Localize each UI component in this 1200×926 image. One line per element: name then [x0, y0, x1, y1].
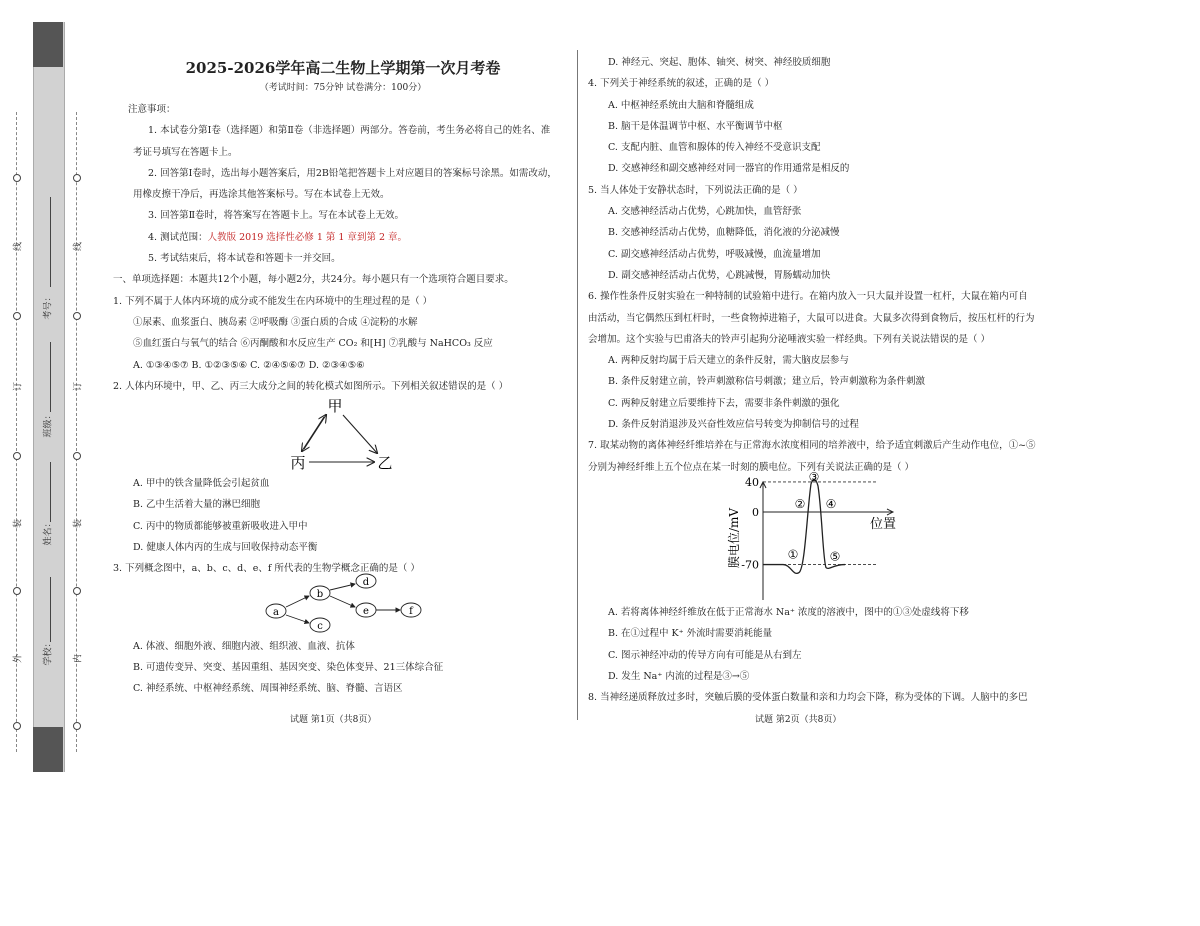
y-tick-label: 0 — [752, 505, 759, 519]
edge-a-b — [286, 596, 309, 607]
binding-hole — [73, 722, 81, 730]
edge-b-e — [330, 596, 355, 607]
node-bing: 丙 — [290, 454, 306, 473]
inner-bind-char: 装 — [73, 519, 84, 529]
node-c-label: c — [317, 620, 323, 632]
exam-number-label: 考号： — [43, 292, 54, 320]
inner-line-char: 线 — [73, 242, 84, 252]
q4-stem: 4. 下列关于神经系统的叙述，正确的是（ ） — [588, 78, 775, 90]
point-label: ② — [794, 497, 806, 512]
q7-option-c: C. 图示神经冲动的传导方向有可能是从右到左 — [608, 649, 802, 661]
y-tick-label: 40 — [745, 475, 759, 489]
school-field[interactable] — [50, 577, 51, 642]
q6-option-a: A. 两种反射均属于后天建立的条件反射，需大脑皮层参与 — [608, 355, 849, 367]
arrow-jia-to-yi — [343, 415, 377, 453]
outer-line-char: 线 — [13, 242, 24, 252]
q2-option-d: D. 健康人体内丙的生成与回收保持动态平衡 — [133, 542, 318, 554]
point-label: ⑤ — [829, 549, 841, 564]
outer-order-char: 订 — [13, 382, 24, 392]
q7-option-a: A. 若将离体神经纤维放在低于正常海水 Na⁺ 浓度的溶液中，图中的①③处虚线将下移 — [608, 606, 969, 618]
q3-option-a: A. 体液、细胞外液、细胞内液、组织液、血液、抗体 — [133, 640, 355, 652]
name-field[interactable] — [50, 462, 51, 522]
q6-option-c: C. 两种反射建立后要维持下去，需要非条件刺激的强化 — [608, 397, 840, 409]
note-1-cont: 考证号填写在答题卡上。 — [133, 146, 238, 158]
node-yi: 乙 — [377, 454, 393, 473]
q1-items-line-2: ⑤血红蛋白与氧气的结合 ⑥丙酮酸和水反应生产 CO₂ 和[H] ⑦乳酸与 NaHCO₃ 反应 — [133, 338, 493, 350]
note-5: 5. 考试结束后，将本试卷和答题卡一并交回。 — [148, 253, 341, 265]
q6-option-b: B. 条件反射建立前，铃声刺激称信号刺激；建立后，铃声刺激称为条件刺激 — [608, 376, 926, 388]
q1-options: A. ①③④⑤⑦ B. ①②③⑤⑥ C. ②④⑤⑥⑦ D. ②③④⑤⑥ — [133, 359, 365, 371]
q2-triangle-diagram — [113, 397, 573, 473]
note-4-prefix: 4. 测试范围： — [148, 231, 208, 243]
point-label: ④ — [825, 497, 837, 512]
q3-option-b: B. 可遗传变异、突变、基因重组、基因突变、染色体变异、21三体综合征 — [133, 661, 444, 673]
q7-stem-line-2: 分别为神经纤维上五个位点在某一时刻的膜电位。下列有关说法正确的是（ ） — [588, 461, 915, 473]
q2-option-c: C. 丙中的物质都能够被重新吸收进入甲中 — [133, 520, 308, 532]
q4-option-b: B. 脑干是体温调节中枢、水平衡调节中枢 — [608, 120, 783, 132]
point-label: ① — [787, 547, 799, 562]
binding-hole — [13, 312, 21, 320]
q7-membrane-potential-chart — [588, 469, 1048, 602]
exam-title: 2025-2026学年高二生物上学期第一次月考卷 — [185, 59, 501, 77]
notes-heading: 注意事项： — [128, 104, 176, 115]
class-label: 班级： — [43, 410, 54, 438]
note-2-cont: 用橡皮擦干净后，再选涂其他答案标号。写在本试卷上无效。 — [133, 189, 390, 201]
q2-stem: 2. 人体内环境中，甲、乙、丙三大成分之间的转化模式如图所示。下列相关叙述错误的是（ ） — [113, 380, 509, 392]
x-axis-label: 位置 — [870, 516, 897, 532]
chart-plot-area — [726, 470, 896, 600]
inner-side-char: 内 — [73, 654, 84, 664]
note-2: 2. 回答第Ⅰ卷时，选出每小题答案后，用2B铅笔把答题卡上对应题目的答案标号涂黑。如需改动， — [148, 167, 557, 179]
binding-hole — [73, 312, 81, 320]
q4-option-c: C. 支配内脏、血管和腺体的传入神经不受意识支配 — [608, 142, 821, 154]
node-a-label: a — [273, 606, 279, 618]
q3-option-c: C. 神经系统、中枢神经系统、周围神经系统、脑、脊髓、言语区 — [133, 683, 403, 695]
q3-concept-map — [113, 576, 573, 636]
school-label: 学校： — [43, 638, 54, 666]
q2-option-b: B. 乙中生活着大量的淋巴细胞 — [133, 499, 261, 511]
q5-option-d: D. 副交感神经活动占优势，心跳减慢，胃肠蠕动加快 — [608, 269, 831, 281]
page-1-footer: 试题 第1页（共8页） — [290, 715, 377, 725]
q3-option-d: D. 神经元、突起、胞体、轴突、树突、神经胶质细胞 — [608, 57, 831, 68]
q6-stem-line-3: 会增加。这个实验与巴甫洛夫的铃声引起狗分泌唾液实验一样经典。下列有关说法错误的是（ ） — [588, 333, 991, 345]
y-tick-label: -70 — [741, 558, 759, 572]
q5-option-c: C. 副交感神经活动占优势，呼吸减慢，血流量增加 — [608, 248, 821, 260]
outer-side-char: 外 — [13, 654, 24, 664]
point-label: ③ — [808, 469, 820, 484]
binding-strip-top-cap — [33, 22, 63, 67]
exam-info: （考试时间：75分钟 试卷满分：100分） — [259, 83, 427, 93]
q3-stem: 3. 下列概念图中，a、b、c、d、e、f 所代表的生物学概念正确的是（ ） — [113, 563, 420, 575]
note-4 — [113, 227, 573, 248]
arrow-jia-to-bing — [302, 417, 324, 451]
node-d-label: d — [362, 576, 370, 588]
node-e-label: e — [363, 605, 369, 617]
name-label: 姓名： — [43, 518, 54, 546]
q4-option-a: A. 中枢神经系统由大脑和脊髓组成 — [608, 99, 754, 111]
note-3: 3. 回答第Ⅱ卷时，将答案写在答题卡上。写在本试卷上无效。 — [148, 210, 405, 222]
q8-stem-line-1: 8. 当神经递质释放过多时，突触后膜的受体蛋白数量和亲和力均会下降，称为受体的下调。人脑中的多巴 — [588, 692, 1028, 704]
inner-order-char: 订 — [73, 382, 84, 392]
node-jia: 甲 — [327, 397, 343, 416]
page-2-column — [588, 52, 1048, 708]
node-b-label: b — [316, 588, 324, 600]
section-1-heading: 一、单项选择题：本题共12个小题，每小题2分，共24分。每小题只有一个选项符合题目要求。 — [113, 274, 514, 286]
q1-items-line-1: ①尿素、血浆蛋白、胰岛素 ②呼吸酶 ③蛋白质的合成 ④淀粉的水解 — [133, 316, 418, 328]
binding-hole — [73, 174, 81, 182]
binding-hole — [73, 452, 81, 460]
edge-b-d — [330, 584, 355, 590]
binding-hole — [73, 587, 81, 595]
q6-stem-line-1: 6. 操作性条件反射实验在一种特制的试验箱中进行。在箱内放入一只大鼠并设置一杠杆，大鼠在箱内可自 — [588, 291, 1028, 303]
page-2-footer: 试题 第2页（共8页） — [755, 715, 842, 725]
q7-stem-line-1: 7. 取某动物的离体神经纤维培养在与正常海水浓度相同的培养液中，给予适宜刺激后产生动作电位，①~⑤ — [588, 440, 1036, 452]
binding-hole — [13, 174, 21, 182]
page-1-column — [113, 52, 573, 700]
test-range: 人教版 2019 选择性必修 1 第 1 章到第 2 章。 — [207, 231, 408, 243]
q4-option-d: D. 交感神经和副交感神经对同一器官的作用通常是相反的 — [608, 163, 850, 175]
node-f-label: f — [409, 605, 413, 617]
q7-option-b: B. 在①过程中 K⁺ 外流时需要消耗能量 — [608, 628, 773, 640]
arrow-bing-to-jia — [304, 415, 326, 449]
y-axis-label: 膜电位/mV — [727, 507, 741, 568]
q6-stem-line-2: 由活动，当它偶然压到杠杆时，一些食物掉进箱子，大鼠可以进食。大鼠多次得到食物后，按压杠杆的行为 — [588, 312, 1035, 324]
q5-stem: 5. 当人体处于安静状态时，下列说法正确的是（ ） — [588, 184, 803, 196]
binding-hole — [13, 587, 21, 595]
q6-option-d: D. 条件反射消退涉及兴奋性效应信号转变为抑制信号的过程 — [608, 419, 859, 431]
outer-bind-char: 装 — [13, 519, 24, 529]
q5-option-a: A. 交感神经活动占优势，心跳加快，血管舒张 — [608, 206, 802, 218]
class-field[interactable] — [50, 342, 51, 412]
column-divider — [577, 50, 578, 720]
q7-option-d: D. 发生 Na⁺ 内流的过程是③→⑤ — [608, 670, 750, 682]
q1-stem: 1. 下列不属于人体内环境的成分或不能发生在内环境中的生理过程的是（ ） — [113, 295, 433, 307]
note-1: 1. 本试卷分第Ⅰ卷（选择题）和第Ⅱ卷（非选择题）两部分。答卷前，考生务必将自己的姓名、准 — [148, 125, 551, 137]
binding-hole — [13, 722, 21, 730]
exam-number-field[interactable] — [50, 197, 51, 287]
edge-a-c — [286, 615, 309, 623]
q2-option-a: A. 甲中的铁含量降低会引起贫血 — [133, 478, 270, 490]
binding-margin — [0, 22, 95, 772]
binding-strip-bottom-cap — [33, 727, 63, 772]
q5-option-b: B. 交感神经活动占优势，血糖降低，消化液的分泌减慢 — [608, 227, 840, 239]
binding-hole — [13, 452, 21, 460]
